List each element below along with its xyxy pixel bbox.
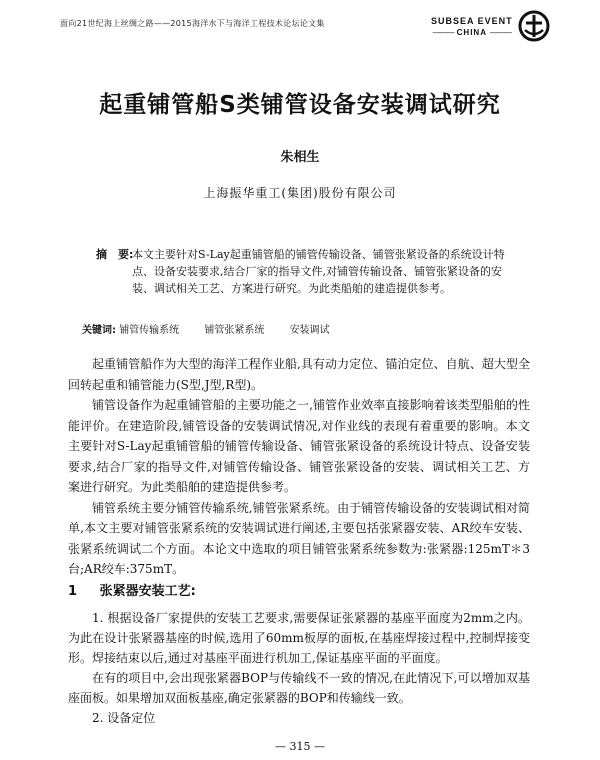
section-paragraph: 在有的项目中,会出现张紧器BOP与传输线不一致的情况,在此情况下,可以增加双基座面板。如果增加双面板基座,确定张紧器的BOP和传输线一致。 [68, 671, 530, 705]
section-heading [68, 580, 196, 599]
brand-line2: ——— CHINA ——— [430, 28, 514, 37]
keyword: 铺管张紧系统 [204, 325, 265, 336]
brand-line1: SUBSEA EVENT [430, 16, 513, 26]
keyword: 铺管传输系统 [119, 325, 180, 336]
abstract-text: 本文主要针对S-Lay起重铺管船的铺管传输设备、铺管张紧设备的系统设计特点、设备安装要求,结合厂家的指导文件,对铺管传输设备、铺管张紧设备的安装、调试相关工艺、方案进行研究。为此类船舶的建造提供参考。 [132, 248, 505, 295]
paper-author: 朱相生 [280, 150, 320, 165]
subsea-logo-icon [518, 10, 550, 42]
page-number: — 315 — [275, 740, 325, 753]
keywords-label: 关键词: [82, 325, 116, 336]
section-title: 张紧器安装工艺: [99, 584, 196, 599]
body-paragraph: 起重铺管船作为大型的海洋工程作业船,具有动力定位、锚泊定位、自航、超大型全回转起重和铺管能力(S型,J型,R型)。 [68, 357, 530, 392]
running-header [60, 14, 550, 44]
brand-text [430, 16, 514, 37]
keywords [82, 321, 522, 336]
body-paragraph: 铺管设备作为起重铺管船的主要功能之一,铺管作业效率直接影响着该类型船舶的性能评价。在建造阶段,铺管设备的安装调试情况,对作业线的表现有着重要的影响。本文主要针对S-Lay起重铺管船的铺管传输设备、铺管张紧设备的系统设计特点、设备安装要求,结合厂家的指导文件,对铺管传输设备、铺管张紧设备的安装、调试相关工艺、方案进行研究。为此类船舶的建造提供参考。 [68, 398, 530, 494]
keyword: 安装调试 [289, 325, 330, 336]
body-paragraph: 铺管系统主要分铺管传输系统,铺管张紧系统。由于铺管传输设备的安装调试相对简单,本文主要对铺管张紧系统的安装调试进行阐述,主要包括张紧器安装、AR绞车安装、张紧系统调试二个方面。本论文中选取的项目铺管张紧系统参数为:张紧器:125mT＊3台;AR绞车:375mT。 [68, 500, 530, 576]
abstract-label: 摘 要: [96, 248, 134, 261]
section-number: 1 [68, 584, 78, 599]
series-title: 面向21世纪海上丝绸之路——2015海洋水下与海洋工程技术论坛论文集 [60, 19, 325, 28]
abstract [96, 246, 516, 297]
paper-affiliation: 上海振华重工(集团)股份有限公司 [203, 186, 397, 200]
section-paragraph: 1. 根据设备厂家提供的安装工艺要求,需要保证张紧器的基座平面度为2mm之内。为此在设计张紧器基座的时候,选用了60mm板厚的面板,在基座焊接过程中,控制焊接变形。焊接结束以后,通过对基座平面进行机加工,保证基座平面的平面度。 [68, 611, 530, 665]
section-paragraph: 2. 设备定位 [92, 711, 156, 725]
body-text [68, 354, 530, 580]
paper-title: 起重铺管船S类铺管设备安装调试研究 [99, 92, 501, 118]
section-body [68, 608, 530, 728]
